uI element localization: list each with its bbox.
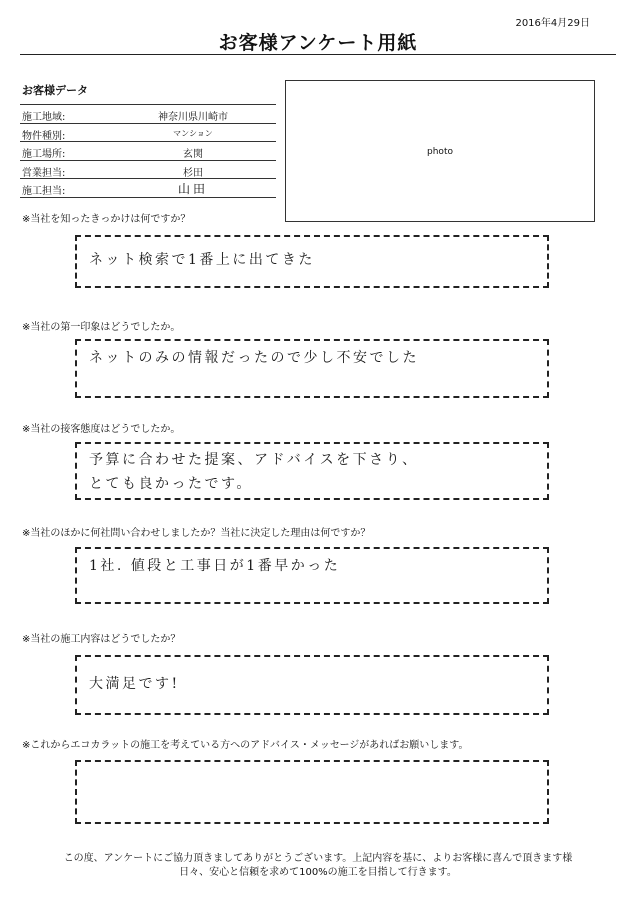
question-work-quality: ※当社の施工内容はどうでしたか？: [22, 634, 181, 645]
customer-value-installer: 山田: [177, 182, 208, 196]
answer-box-service-attitude: [75, 442, 549, 500]
customer-row-sales-rep: [20, 161, 276, 180]
question-other-companies: ※当社のほかに何社問い合わせしましたか？当社に決定した理由は何ですか？: [22, 528, 371, 539]
answer-text-how-found: ネット検索で1番上に出てきた: [89, 252, 315, 268]
answer-text-first-impression: ネットのみの情報だったので少し不安でした: [89, 350, 419, 366]
customer-row-location: [20, 142, 276, 161]
answer-box-how-found: [75, 235, 549, 288]
customer-row-installer: [20, 179, 276, 198]
answer-text-other-companies: 1社. 値段と工事日が1番早かった: [89, 558, 341, 574]
page-title: お客様アンケート用紙: [218, 32, 418, 54]
customer-label-property-type: 物件種別:: [22, 130, 66, 142]
survey-date: 2016年4月29日: [515, 18, 590, 29]
customer-value-property-type: マンション: [173, 128, 213, 138]
photo-label: photo: [427, 147, 453, 157]
customer-label-area: 施工地域:: [22, 112, 66, 123]
footer-message: [20, 852, 616, 880]
question-first-impression: ※当社の第一印象はどうでしたか。: [22, 322, 181, 333]
answer-box-advice-message: [75, 760, 549, 824]
customer-row-property-type: [20, 124, 276, 143]
answer-text-service-attitude: 予算に合わせた提案、アドバイスを下さり、 とても良かったです。: [89, 452, 419, 492]
customer-label-sales-rep: 営業担当:: [22, 167, 66, 179]
customer-row-area: [20, 104, 276, 124]
answer-box-first-impression: [75, 339, 549, 398]
customer-label-installer: 施工担当:: [22, 186, 66, 197]
customer-data-heading: お客様データ: [22, 84, 88, 97]
question-how-found: ※当社を知ったきっかけは何ですか？: [22, 214, 191, 225]
customer-value-location: 玄関: [183, 149, 203, 160]
title-underline: [20, 54, 616, 55]
customer-label-location: 施工場所:: [22, 149, 66, 160]
answer-box-other-companies: [75, 547, 549, 604]
photo-placeholder: [285, 80, 595, 222]
footer-line-2: 日々、安心と信頼を求めて100%の施工を目指して行きます。: [179, 867, 457, 878]
customer-value-area: 神奈川県川崎市: [158, 112, 228, 123]
question-advice-message: ※これからエコカラットの施工を考えている方へのアドバイス・メッセージがあればお願いします。: [22, 740, 469, 751]
question-service-attitude: ※当社の接客態度はどうでしたか。: [22, 424, 181, 435]
customer-value-sales-rep: 杉田: [183, 167, 203, 179]
answer-box-work-quality: [75, 655, 549, 715]
customer-data-table: [20, 104, 276, 198]
footer-line-1: この度、アンケートにご協力頂きましてありがとうございます。上記内容を基に、よりお客様に喜んで頂きます様: [63, 853, 573, 864]
answer-text-work-quality: 大満足です!: [89, 676, 180, 692]
